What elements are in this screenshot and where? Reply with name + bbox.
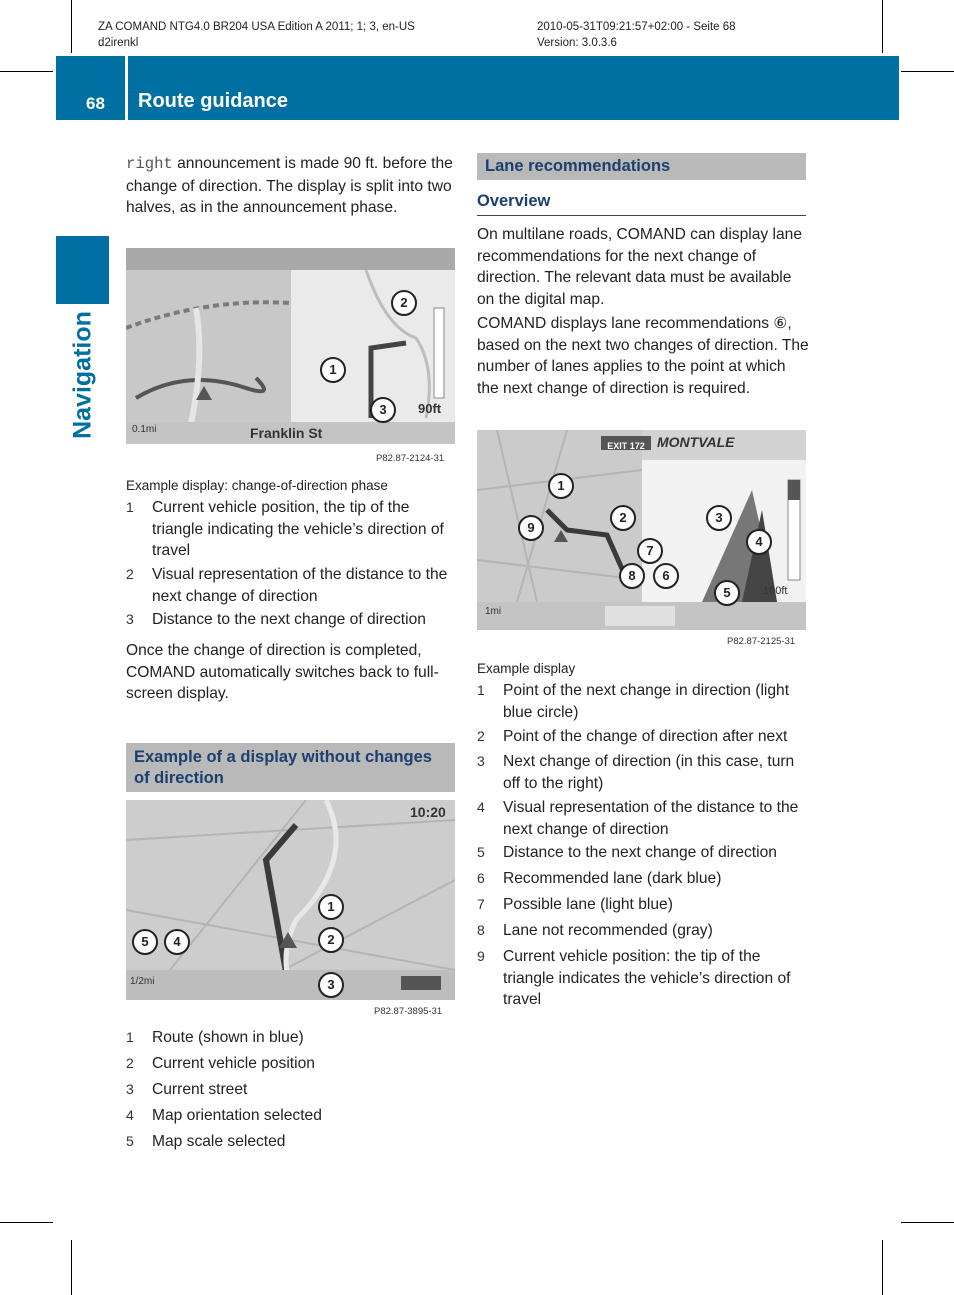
crop-mark — [882, 1240, 883, 1295]
figure-lane-recommendations — [477, 430, 806, 652]
list-item — [477, 726, 809, 748]
item-text: Point of the change of direction after next — [503, 728, 788, 745]
callout-2: 2 — [391, 290, 417, 316]
callout-1: 1 — [320, 357, 346, 383]
list-item — [477, 751, 809, 795]
list-item — [126, 1079, 456, 1101]
scale-readout: 0.1mi — [132, 424, 157, 435]
item-text: Current vehicle position, the tip of the triangle indicating the vehicle’s direction of travel — [152, 499, 444, 559]
callout-1: 1 — [318, 894, 344, 920]
list-item — [126, 1105, 456, 1127]
item-number: 2 — [126, 1055, 134, 1071]
map-graphic — [126, 800, 455, 1000]
list-item — [126, 497, 456, 563]
list-item — [477, 946, 809, 1012]
list-item — [477, 920, 809, 942]
side-tab-label: Navigation — [68, 311, 96, 439]
exit-label: EXIT 172 — [607, 441, 645, 451]
figure-caption: Example display: change-of-direction phase — [126, 478, 388, 493]
callout-3: 3 — [706, 505, 732, 531]
item-number: 5 — [126, 1133, 134, 1149]
item-text: Visual representation of the distance to the next change of direction — [152, 566, 448, 605]
page-number: 68 — [86, 94, 105, 113]
item-text: Current vehicle position — [152, 1055, 315, 1072]
callout-2: 2 — [318, 927, 344, 953]
item-text: Visual representation of the distance to the next change of direction — [503, 799, 799, 838]
distance-readout: 90ft — [418, 401, 442, 416]
clock-readout: 10:20 — [410, 804, 446, 820]
list-item — [126, 1131, 456, 1153]
print-meta-left — [98, 19, 415, 51]
side-tab-marker — [56, 236, 109, 304]
intro-text: announcement is made 90 ft. before the change of direction. The display is split into two halves, as in the announcement phase. — [126, 155, 453, 216]
callout-3: 3 — [370, 397, 396, 423]
figure-code: P82.87-2124-31 — [376, 453, 445, 464]
item-number: 6 — [477, 870, 485, 886]
figure-change-of-direction — [126, 248, 455, 468]
item-text: Current vehicle position: the tip of the triangle indicates the vehicle’s direction of travel — [503, 948, 791, 1008]
crop-mark — [71, 1240, 72, 1295]
meta-left-line1: ZA COMAND NTG4.0 BR204 USA Edition A 2011; 1; 3, en-US — [98, 21, 415, 33]
section-banner — [56, 56, 899, 120]
crop-mark — [71, 0, 72, 53]
map-roads-graphic — [126, 248, 455, 444]
crop-mark — [901, 71, 954, 72]
list-item — [477, 894, 809, 916]
after-paragraph: Once the change of direction is completed, COMAND automatically switches back to full-screen display. — [126, 642, 439, 702]
intro-paragraph — [126, 153, 456, 219]
scale-readout: 1mi — [485, 606, 502, 617]
figure-caption: Example display — [477, 661, 576, 676]
subheading: Overview — [477, 192, 551, 210]
item-number: 3 — [477, 753, 485, 769]
meta-right-line2: Version: 3.0.3.6 — [537, 37, 617, 49]
distance-readout: 100ft — [763, 585, 788, 597]
overview-paragraph-1: On multilane roads, COMAND can display lane recommendations for the next change of direction. The relevant data must be available on the digital map. — [477, 226, 803, 308]
destination-name: MONTVALE — [657, 434, 735, 450]
figure-code: P82.87-2125-31 — [727, 636, 796, 647]
meta-right-line1: 2010-05-31T09:21:57+02:00 - Seite 68 — [537, 21, 736, 33]
item-text: Map orientation selected — [152, 1107, 322, 1124]
banner-divider — [125, 56, 128, 120]
figure-code: P82.87-3895-31 — [374, 1006, 443, 1017]
overview-paragraph-2: COMAND displays lane recommendations ⑥, based on the next two changes of direction. The number of lanes applies to the point at which the next change of direction is required. — [477, 315, 809, 397]
list-item — [477, 680, 809, 724]
item-number: 2 — [477, 728, 485, 744]
section-heading: Lane recommendations — [477, 153, 806, 180]
item-text: Current street — [152, 1081, 248, 1098]
list-item — [477, 797, 809, 841]
item-number: 3 — [126, 1081, 134, 1097]
page-title: Route guidance — [138, 90, 289, 112]
callout-9: 9 — [518, 515, 544, 541]
item-text: Possible lane (light blue) — [503, 896, 673, 913]
item-text: Point of the next change in direction (light blue circle) — [503, 682, 790, 721]
item-number: 7 — [477, 896, 485, 912]
callout-3: 3 — [318, 972, 344, 998]
callout-7: 7 — [637, 538, 663, 564]
item-text: Map scale selected — [152, 1133, 286, 1150]
item-number: 4 — [477, 799, 485, 815]
callout-1: 1 — [548, 473, 574, 499]
crop-mark — [882, 0, 883, 53]
item-text: Route (shown in blue) — [152, 1029, 304, 1046]
list-item — [477, 868, 809, 890]
list-item — [477, 842, 809, 864]
item-text: Lane not recommended (gray) — [503, 922, 713, 939]
subheading-rule — [477, 215, 806, 216]
item-number: 8 — [477, 922, 485, 938]
list-item — [126, 1053, 456, 1075]
crop-mark — [0, 71, 53, 72]
item-text: Next change of direction (in this case, turn off to the right) — [503, 753, 795, 792]
crop-mark — [901, 1222, 954, 1223]
item-text: Recommended lane (dark blue) — [503, 870, 722, 887]
callout-8: 8 — [619, 563, 645, 589]
crop-mark — [0, 1222, 53, 1223]
section-heading: Example of a display without changes of direction — [126, 743, 455, 792]
figure-no-direction-change — [126, 800, 455, 1022]
item-number: 4 — [126, 1107, 134, 1123]
item-text: Distance to the next change of direction — [503, 844, 777, 861]
callout-4: 4 — [164, 929, 190, 955]
item-number: 1 — [126, 1029, 134, 1045]
item-text: Distance to the next change of direction — [152, 611, 426, 628]
callout-5: 5 — [714, 580, 740, 606]
list-item — [126, 609, 456, 631]
meta-left-line2: d2irenkl — [98, 37, 139, 49]
item-number: 1 — [477, 682, 485, 698]
item-number: 1 — [126, 499, 134, 515]
list-item — [126, 1027, 456, 1049]
callout-5: 5 — [132, 929, 158, 955]
list-item — [126, 564, 456, 608]
item-number: 5 — [477, 844, 485, 860]
exit-badge — [601, 436, 651, 450]
item-number: 2 — [126, 566, 134, 582]
intro-code: right — [126, 155, 173, 173]
print-meta-right — [537, 19, 736, 51]
callout-6: 6 — [653, 563, 679, 589]
item-number: 3 — [126, 611, 134, 627]
scale-readout: 1/2mi — [130, 976, 155, 987]
callout-2: 2 — [610, 505, 636, 531]
side-tab — [56, 310, 109, 440]
street-name: Franklin St — [250, 425, 323, 441]
item-number: 9 — [477, 948, 485, 964]
callout-4: 4 — [746, 529, 772, 555]
